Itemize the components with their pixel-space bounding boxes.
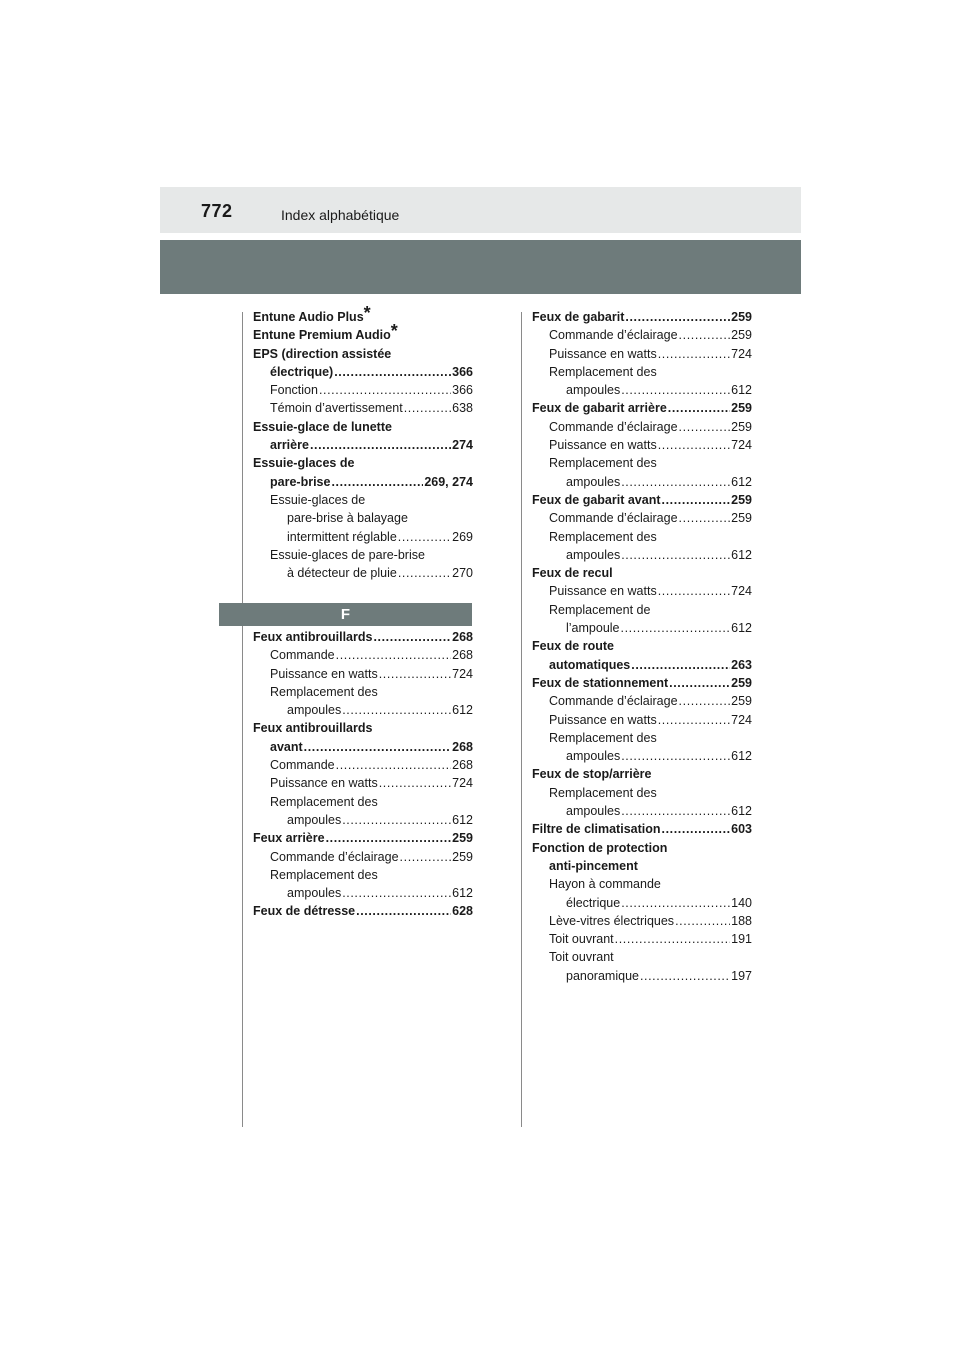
index-subentry: [532, 784, 752, 821]
page-reference: 188: [731, 913, 752, 928]
page-reference: 628: [452, 904, 473, 919]
index-entry-text: Entune Audio Plus: [253, 310, 364, 324]
index-entry-text: intermittent réglable: [287, 529, 397, 544]
page-reference: 724: [731, 346, 752, 361]
index-entry-text: Puissance en watts: [549, 712, 657, 727]
dot-leader: [631, 656, 730, 674]
index-entry-text: automatiques: [549, 657, 631, 672]
dot-leader: [336, 756, 452, 774]
index-entry-text: Commande: [270, 648, 335, 663]
index-entry-text: Témoin d’avertissement: [270, 401, 403, 416]
index-subentry: [532, 436, 752, 454]
header-dark-band: [160, 240, 801, 294]
page-reference: 638: [452, 401, 473, 416]
index-entry-text: Fonction: [270, 383, 318, 398]
index-subentry: [253, 848, 473, 866]
index-entry-text: ampoules: [566, 383, 621, 398]
index-subentry: [532, 509, 752, 527]
index-entry-text: ampoules: [287, 703, 342, 718]
page-reference: 724: [452, 666, 473, 681]
dot-leader: [379, 665, 451, 683]
index-entry-text: Remplacement des: [549, 529, 657, 544]
index-subentry: [253, 756, 473, 774]
page-reference: 259: [731, 492, 752, 507]
dot-leader: [356, 902, 451, 920]
index-entry-text: l’ampoule: [566, 621, 620, 636]
asterisk-mark: *: [363, 303, 371, 323]
index-entry-text: ampoules: [566, 749, 621, 764]
index-subentry: [532, 692, 752, 710]
index-entry: [253, 628, 473, 646]
left-column-rule: [242, 312, 243, 1127]
index-entry: [532, 637, 752, 674]
dot-leader: [640, 967, 730, 985]
dot-leader: [662, 491, 731, 509]
index-entry-text: Remplacement des: [270, 794, 378, 809]
dot-leader: [342, 884, 451, 902]
index-entry-text: Remplacement des: [549, 456, 657, 471]
dot-leader: [342, 701, 451, 719]
index-entry-text: ampoules: [566, 474, 621, 489]
index-entry-text: Feux de route: [532, 639, 614, 654]
index-entry-text: Entune Premium Audio: [253, 328, 391, 343]
page-reference: 259: [731, 310, 752, 324]
index-entry-text: pare-brise à balayage: [287, 511, 408, 526]
index-subentry: [532, 711, 752, 729]
dot-leader: [373, 628, 451, 646]
dot-leader: [342, 811, 451, 829]
index-entry-text: EPS (direction assistée: [253, 346, 392, 361]
index-subentry: [532, 363, 752, 400]
index-entry: [253, 345, 473, 382]
index-subentry: [253, 774, 473, 792]
index-subentry: [253, 646, 473, 664]
index-entry-text: ampoules: [287, 886, 342, 901]
index-entry-text: Feux de stationnement: [532, 675, 669, 690]
index-subentry: [253, 381, 473, 399]
page-reference: 603: [731, 822, 752, 837]
index-entry-text: électrique: [566, 895, 621, 910]
dot-leader: [336, 646, 452, 664]
dot-leader: [658, 345, 730, 363]
index-entry-text: Filtre de climatisation: [532, 822, 661, 837]
index-subentry: [532, 418, 752, 436]
index-entry-text: Feux antibrouillards: [253, 630, 373, 644]
page-reference: 268: [452, 630, 473, 644]
page-reference: 612: [452, 886, 473, 901]
page-reference: 268: [452, 648, 473, 663]
page-reference: 724: [452, 776, 473, 791]
index-entry-text: Feux antibrouillards: [253, 721, 373, 736]
asterisk-mark: *: [390, 321, 398, 342]
page-reference: 612: [731, 804, 752, 819]
dot-leader: [334, 363, 451, 381]
dot-leader: [621, 619, 731, 637]
index-entry-text: Commande: [270, 758, 335, 773]
dot-leader: [621, 747, 730, 765]
index-entry-text: anti-pincement: [549, 858, 638, 873]
index-subentry: [253, 665, 473, 683]
index-group-e: [253, 303, 473, 582]
dot-leader: [326, 829, 452, 847]
index-entry: [253, 719, 473, 756]
page-reference: 724: [731, 438, 752, 453]
dot-leader: [621, 546, 730, 564]
index-entry: [532, 820, 752, 838]
index-subentry: [253, 866, 473, 903]
page-reference: 268: [452, 739, 473, 754]
index-entry: [532, 765, 752, 783]
page-reference: 259: [731, 511, 752, 526]
page-reference: 259: [731, 694, 752, 709]
index-group-f-right: [532, 308, 752, 985]
dot-leader: [615, 930, 731, 948]
dot-leader: [319, 381, 451, 399]
index-entry: [532, 839, 752, 876]
index-entry-text: Remplacement des: [270, 684, 378, 699]
page-reference: 191: [731, 932, 752, 947]
page-reference: 612: [452, 703, 473, 718]
index-entry: [532, 399, 752, 417]
index-entry-text: Feux de détresse: [253, 904, 356, 919]
dot-leader: [669, 674, 730, 692]
page-reference: 197: [731, 968, 752, 983]
index-subentry: [532, 948, 752, 985]
index-entry: [253, 321, 473, 344]
index-entry-text: Puissance en watts: [549, 346, 657, 361]
index-subentry: [532, 582, 752, 600]
page-reference: 263: [731, 657, 752, 672]
index-entry-text: Essuie-glaces de: [253, 456, 355, 471]
left-column: [253, 303, 473, 582]
index-entry-text: Essuie-glaces de: [270, 492, 366, 507]
dot-leader: [310, 436, 451, 454]
dot-leader: [679, 692, 731, 710]
index-group-f-left: [253, 628, 473, 921]
page-number: 772: [201, 201, 233, 221]
dot-leader: [379, 774, 451, 792]
index-entry: [253, 829, 473, 847]
page-reference: 259: [731, 419, 752, 434]
index-entry-text: Remplacement des: [549, 364, 657, 379]
index-entry-text: Essuie-glace de lunette: [253, 419, 392, 434]
index-entry-text: Puissance en watts: [270, 776, 378, 791]
index-subentry: [532, 454, 752, 491]
dot-leader: [675, 912, 730, 930]
page-reference: 612: [452, 812, 473, 827]
index-entry: [532, 564, 752, 582]
dot-leader: [668, 399, 730, 417]
index-entry-text: Commande d’éclairage: [549, 694, 678, 709]
dot-leader: [662, 820, 731, 838]
index-entry-text: à détecteur de pluie: [287, 566, 397, 581]
dot-leader: [679, 509, 731, 527]
page-reference: 259: [452, 831, 473, 846]
index-entry-text: Feux de stop/arrière: [532, 767, 652, 782]
dot-leader: [621, 894, 730, 912]
index-entry-text: Fonction de protection: [532, 840, 668, 855]
index-subentry: [253, 793, 473, 830]
header-band: [160, 187, 801, 233]
index-entry-text: Feux de gabarit avant: [532, 492, 661, 507]
index-entry-text: Remplacement des: [549, 730, 657, 745]
dot-leader: [658, 436, 730, 454]
dot-leader: [304, 738, 451, 756]
index-subentry: [253, 546, 473, 583]
section-letter-heading: F: [219, 603, 472, 626]
index-subentry: [532, 345, 752, 363]
page-reference: 269, 274: [424, 474, 473, 489]
index-subentry: [532, 326, 752, 344]
page-reference: 612: [731, 749, 752, 764]
page-reference: 259: [731, 401, 752, 416]
index-subentry: [532, 912, 752, 930]
dot-leader: [679, 418, 731, 436]
index-subentry: [253, 491, 473, 546]
index-entry: [253, 902, 473, 920]
left-column-f: [253, 628, 473, 921]
index-subentry: [532, 930, 752, 948]
page-reference: 612: [731, 621, 752, 636]
page-reference: 366: [452, 383, 473, 398]
index-entry-text: pare-brise: [270, 474, 331, 489]
index-entry-text: avant: [270, 739, 303, 754]
index-entry-text: Lève-vitres électriques: [549, 913, 675, 928]
index-entry-text: Hayon à commande: [549, 877, 661, 892]
index-entry-text: Commande d’éclairage: [549, 419, 678, 434]
index-entry: [532, 491, 752, 509]
page-reference: 268: [452, 758, 473, 773]
page-reference: 366: [452, 364, 473, 379]
index-entry-text: ampoules: [566, 804, 621, 819]
page-reference: 270: [452, 566, 473, 581]
dot-leader: [625, 308, 730, 326]
page-reference: 724: [731, 584, 752, 599]
page-reference: 259: [731, 675, 752, 690]
index-entry-text: arrière: [270, 438, 309, 453]
index-entry-text: Essuie-glaces de pare-brise: [270, 547, 425, 562]
index-subentry: [532, 875, 752, 912]
dot-leader: [331, 473, 423, 491]
index-subentry: [532, 729, 752, 766]
index-entry-text: Commande d’éclairage: [549, 328, 678, 343]
index-entry-text: Feux de gabarit arrière: [532, 401, 667, 416]
index-entry: [253, 454, 473, 491]
page-reference: 259: [452, 849, 473, 864]
dot-leader: [398, 564, 451, 582]
page-reference: 612: [731, 547, 752, 562]
page-reference: 259: [731, 328, 752, 343]
index-subentry: [532, 601, 752, 638]
index-entry: [253, 303, 473, 326]
index-entry-text: Remplacement de: [549, 602, 651, 617]
index-entry-text: Feux arrière: [253, 831, 325, 846]
index-entry-text: Remplacement des: [270, 867, 378, 882]
index-entry-text: Toit ouvrant: [549, 950, 614, 965]
index-entry-text: Remplacement des: [549, 785, 657, 800]
page-reference: 724: [731, 712, 752, 727]
dot-leader: [679, 326, 731, 344]
index-entry-text: ampoules: [566, 547, 621, 562]
page-reference: 612: [731, 474, 752, 489]
dot-leader: [658, 711, 730, 729]
dot-leader: [400, 848, 452, 866]
dot-leader: [621, 802, 730, 820]
right-column-rule: [521, 312, 522, 1127]
index-entry-text: Puissance en watts: [549, 584, 657, 599]
page-reference: 612: [731, 383, 752, 398]
index-entry-text: Commande d’éclairage: [270, 849, 399, 864]
page-reference: 274: [452, 438, 473, 453]
index-entry-text: Commande d’éclairage: [549, 511, 678, 526]
index-entry-text: ampoules: [287, 812, 342, 827]
index-entry-text: panoramique: [566, 968, 639, 983]
index-entry-text: Feux de recul: [532, 566, 613, 581]
index-entry-text: électrique): [270, 364, 334, 379]
page-reference: 140: [731, 895, 752, 910]
index-entry-text: Puissance en watts: [270, 666, 378, 681]
dot-leader: [404, 399, 451, 417]
index-entry-text: Puissance en watts: [549, 438, 657, 453]
index-subentry: [532, 528, 752, 565]
index-subentry: [253, 399, 473, 417]
right-column: [532, 308, 752, 985]
index-subentry: [253, 683, 473, 720]
index-entry-text: Feux de gabarit: [532, 310, 625, 324]
dot-leader: [658, 582, 730, 600]
dot-leader: [621, 381, 730, 399]
dot-leader: [621, 473, 730, 491]
page-title: Index alphabétique: [281, 207, 400, 223]
index-entry: [253, 418, 473, 455]
page-reference: 269: [452, 529, 473, 544]
index-entry-text: Toit ouvrant: [549, 932, 614, 947]
index-entry: [532, 308, 752, 326]
dot-leader: [398, 528, 451, 546]
index-entry: [532, 674, 752, 692]
